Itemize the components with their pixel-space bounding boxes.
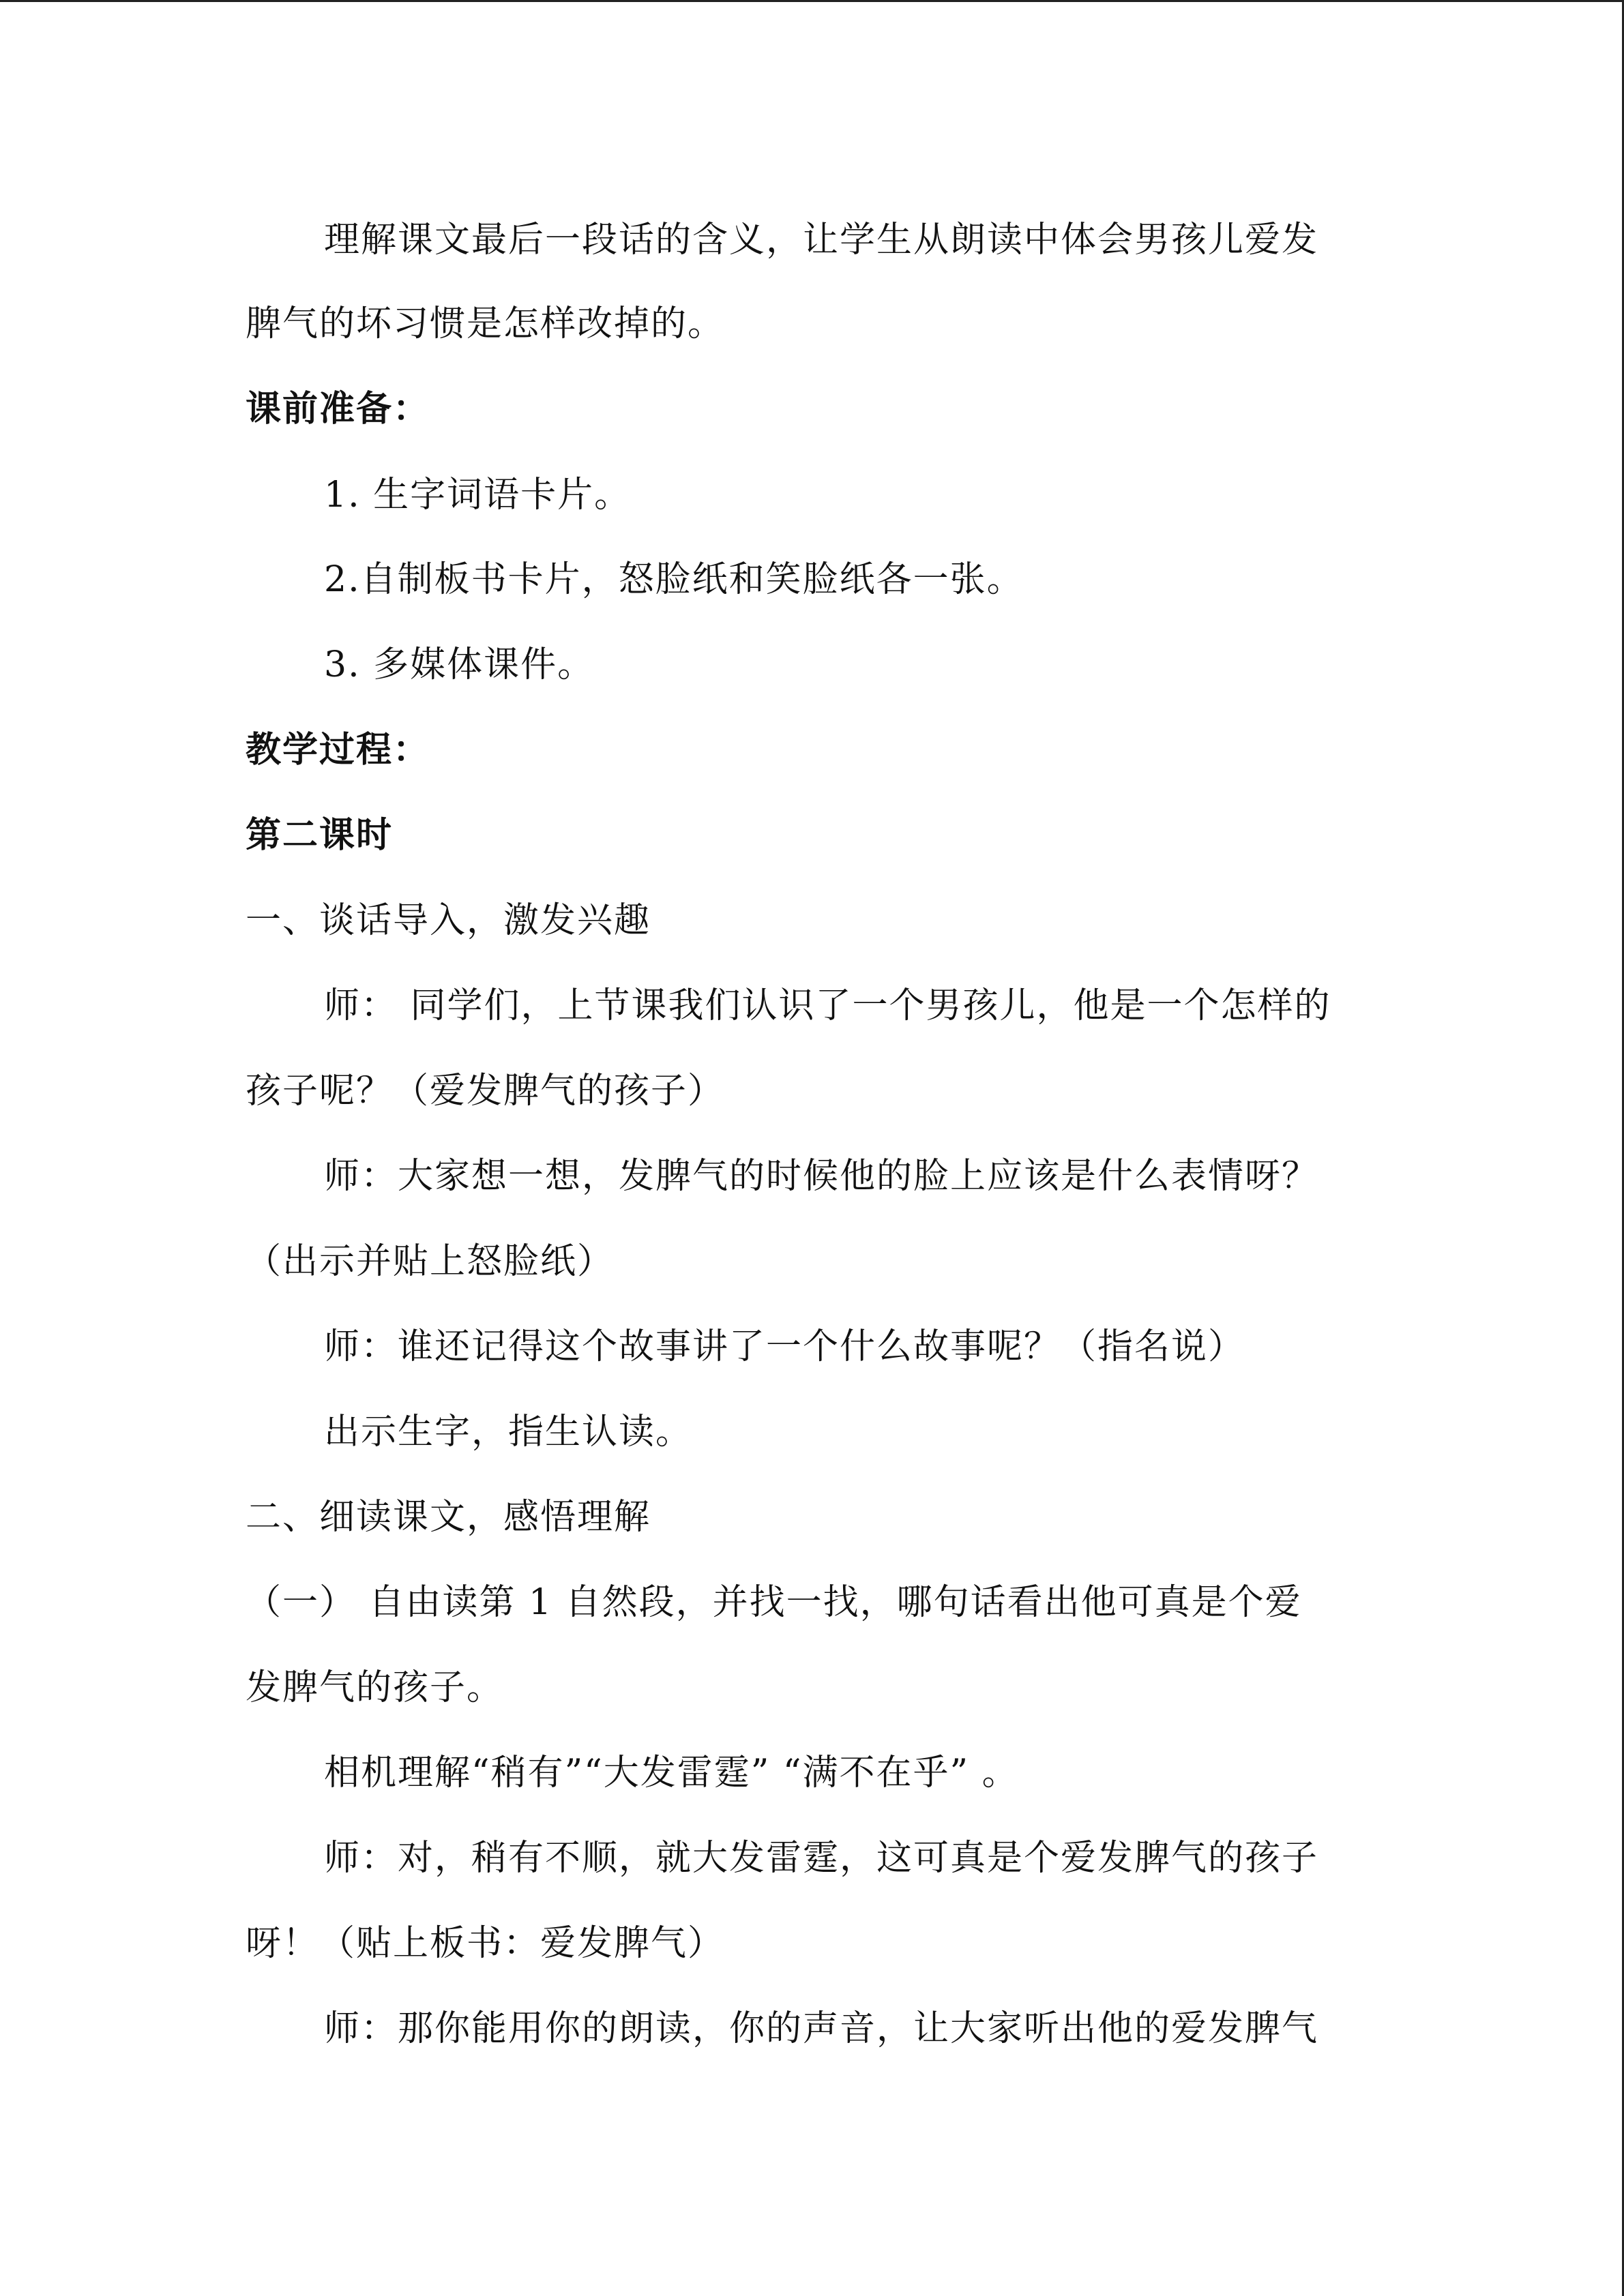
paragraph-line: （出示并贴上怒脸纸） <box>246 1241 615 1282</box>
paragraph-line: 脾气的坏习惯是怎样改掉的。 <box>246 303 725 344</box>
subsection-heading: 一、谈话导入，激发兴趣 <box>246 900 651 941</box>
section-heading-preparation: 课前准备： <box>246 388 430 430</box>
list-item: 1. 生字词语卡片。 <box>324 475 632 516</box>
section-heading-lesson: 第二课时 <box>246 814 394 856</box>
paragraph-line: 师：大家想一想，发脾气的时候他的脸上应该是什么表情呀？ <box>324 1156 1319 1197</box>
list-item: 3. 多媒体课件。 <box>324 644 595 685</box>
paragraph-line: 出示生字，指生认读。 <box>324 1412 693 1452</box>
paragraph-line: 师：那你能用你的朗读，你的声音，让大家听出他的爱发脾气 <box>324 2008 1319 2049</box>
paragraph-line: （一） 自由读第 1 自然段，并找一找，哪句话看出他可真是个爱 <box>246 1582 1302 1623</box>
page-top-border <box>0 0 1624 2</box>
paragraph-line: 师：谁还记得这个故事讲了一个什么故事呢？（指名说） <box>324 1326 1245 1367</box>
list-item: 2.自制板书卡片，怒脸纸和笑脸纸各一张。 <box>324 559 1024 600</box>
paragraph-line: 呀！（贴上板书：爱发脾气） <box>246 1923 725 1964</box>
paragraph-line: 师：对，稍有不顺，就大发雷霆，这可真是个爱发脾气的孩子 <box>324 1838 1319 1879</box>
paragraph-line: 师： 同学们，上节课我们认识了一个男孩儿，他是一个怎样的 <box>324 985 1331 1026</box>
subsection-heading: 二、细读课文，感悟理解 <box>246 1497 651 1538</box>
paragraph-line: 理解课文最后一段话的含义，让学生从朗读中体会男孩儿爱发 <box>324 220 1319 260</box>
section-heading-process: 教学过程： <box>246 729 430 771</box>
paragraph-line: 发脾气的孩子。 <box>246 1667 504 1708</box>
paragraph-line: 孩子呢？（爱发脾气的孩子） <box>246 1071 725 1112</box>
paragraph-line: 相机理解“稍有”“大发雷霆” “满不在乎” 。 <box>324 1753 1019 1793</box>
